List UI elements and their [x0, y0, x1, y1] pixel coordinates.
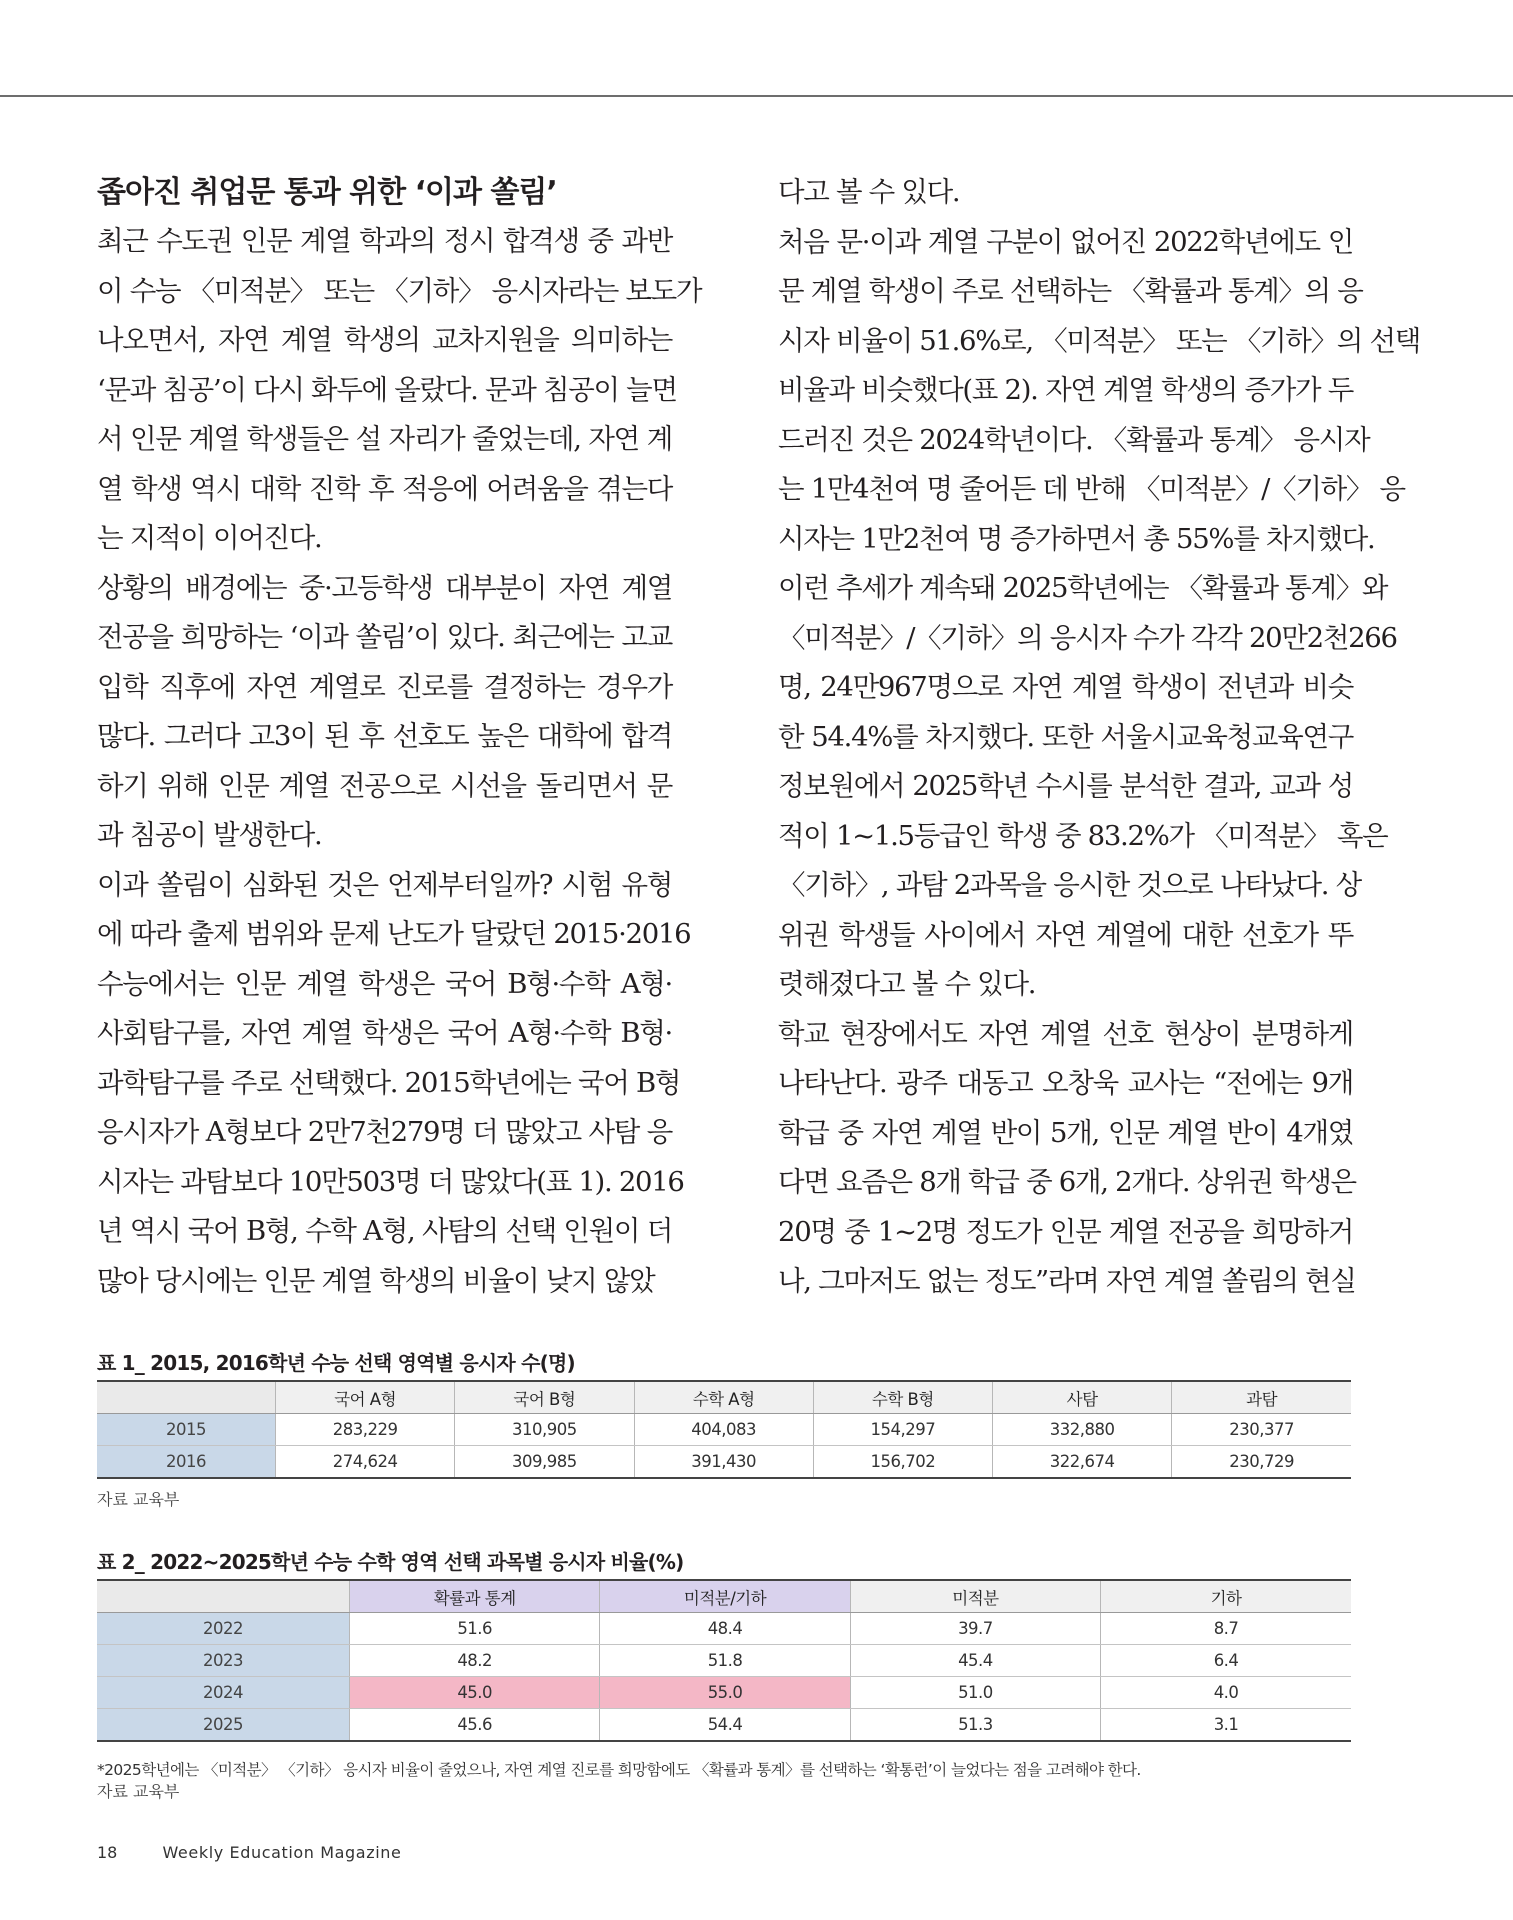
magazine-name: Weekly Education Magazine	[162, 1843, 402, 1862]
article-line: 20명 중 1~2명 정도가 인문 계열 전공을 희망하거	[778, 1215, 1353, 1248]
article-line: 문 계열 학생이 주로 선택하는 〈확률과 통계〉의 응	[778, 275, 1363, 307]
article-right-column	[778, 168, 1420, 1307]
article-line: 나타난다. 광주 대동고 오창욱 교사는 “전에는 9개	[778, 1067, 1353, 1099]
article-line: 전공을 희망하는 ‘이과 쏠림’이 있다. 최근에는 고교	[97, 621, 672, 653]
table2-col-header: 미적분/기하	[600, 1580, 850, 1613]
table2-footnote: *2025학년에는 〈미적분〉 〈기하〉 응시자 비율이 줄었으나, 자연 계열 진로를 희망함에도 〈확률과 통계〉를 선택하는 ‘확통런’이 늘었다는 점을 고려해야 한다.	[97, 1761, 1141, 1779]
table2-col-header: 기하	[1101, 1580, 1351, 1613]
table-cell: 391,430	[634, 1446, 813, 1479]
table-cell: 48.2	[350, 1645, 600, 1677]
table-cell: 3.1	[1101, 1709, 1351, 1742]
table2-title: 표 2_ 2022~2025학년 수능 수학 영역 선택 과목별 응시자 비율(%)	[97, 1550, 684, 1574]
article-line: 적이 1~1.5등급인 학생 중 83.2%가 〈미적분〉 혹은	[778, 819, 1388, 852]
table-cell: 39.7	[850, 1613, 1100, 1645]
table-cell: 6.4	[1101, 1645, 1351, 1677]
article-line: 최근 수도권 인문 계열 학과의 정시 합격생 중 과반	[97, 225, 672, 257]
table-cell: 154,297	[813, 1414, 992, 1446]
article-line: 열 학생 역시 대학 진학 후 적응에 어려움을 겪는다	[97, 472, 672, 505]
row-year: 2024	[97, 1677, 350, 1709]
page-number: 18	[97, 1843, 118, 1862]
article-line: 정보원에서 2025학년 수시를 분석한 결과, 교과 성	[778, 770, 1353, 802]
article-line: 학교 현장에서도 자연 계열 선호 현상이 분명하게	[778, 1017, 1353, 1050]
table1-header-row	[97, 1381, 1351, 1414]
article-line: 이과 쏠림이 심화된 것은 언제부터일까? 시험 유형	[97, 868, 672, 901]
table-row	[97, 1613, 1351, 1645]
table1-col-header: 수학 A형	[634, 1381, 813, 1414]
article-line: 많아 당시에는 인문 계열 학생의 비율이 낮지 않았	[97, 1264, 655, 1297]
table-row	[97, 1645, 1351, 1677]
table-cell: 8.7	[1101, 1613, 1351, 1645]
article-line: 명, 24만967명으로 자연 계열 학생이 전년과 비슷	[778, 671, 1353, 703]
article-line: 서 인문 계열 학생들은 설 자리가 줄었는데, 자연 계	[97, 423, 672, 455]
table-cell: 51.8	[600, 1645, 850, 1677]
section-heading: 좁아진 취업문 통과 위한 ‘이과 쏠림’	[97, 175, 557, 210]
table-cell: 274,624	[276, 1446, 455, 1479]
table-cell: 310,905	[455, 1414, 634, 1446]
table-row	[97, 1677, 1351, 1709]
table1-source: 자료 교육부	[97, 1490, 180, 1509]
table-cell: 283,229	[276, 1414, 455, 1446]
table-cell: 51.0	[850, 1677, 1100, 1709]
table-cell: 332,880	[993, 1414, 1172, 1446]
table-row	[97, 1709, 1351, 1742]
table2-col-header: 미적분	[850, 1580, 1100, 1613]
article-line: 이 수능 〈미적분〉 또는 〈기하〉 응시자라는 보도가	[97, 274, 702, 307]
row-year: 2016	[97, 1446, 276, 1479]
article-line: 나오면서, 자연 계열 학생의 교차지원을 의미하는	[97, 324, 672, 356]
table-cell: 156,702	[813, 1446, 992, 1479]
table-cell: 51.3	[850, 1709, 1100, 1742]
article-line: 하기 위해 인문 계열 전공으로 시선을 돌리면서 문	[97, 769, 672, 802]
article-left-column	[97, 168, 702, 1306]
article-line: 학급 중 자연 계열 반이 5개, 인문 계열 반이 4개였	[778, 1116, 1353, 1149]
table-cell: 230,729	[1172, 1446, 1351, 1479]
row-year: 2022	[97, 1613, 350, 1645]
table2	[97, 1579, 1351, 1742]
table-row	[97, 1446, 1351, 1479]
article-line: 한 54.4%를 차지했다. 또한 서울시교육청교육연구	[778, 720, 1353, 753]
table-cell: 48.4	[600, 1613, 850, 1645]
article-line: 나, 그마저도 없는 정도”라며 자연 계열 쏠림의 현실	[778, 1265, 1356, 1297]
table-cell: 322,674	[993, 1446, 1172, 1479]
table2-col-header: 확률과 통계	[350, 1580, 600, 1613]
table-cell: 51.6	[350, 1613, 600, 1645]
row-year: 2025	[97, 1709, 350, 1742]
article-line: 비율과 비슷했다(표 2). 자연 계열 학생의 증가가 두	[778, 374, 1353, 406]
table-row	[97, 1414, 1351, 1446]
table1	[97, 1380, 1351, 1479]
table1-col-header: 과탐	[1172, 1381, 1351, 1414]
article-line: 렷해졌다고 볼 수 있다.	[778, 968, 1036, 1000]
highlighted-cell: 55.0	[600, 1677, 850, 1709]
article-line: 년 역시 국어 B형, 수학 A형, 사탐의 선택 인원이 더	[97, 1215, 672, 1247]
article-line: 수능에서는 인문 계열 학생은 국어 B형·수학 A형·	[97, 967, 672, 1000]
article-line: 〈기하〉, 과탐 2과목을 응시한 것으로 나타났다. 상	[778, 869, 1361, 901]
row-year: 2015	[97, 1414, 276, 1446]
article-line: 시자는 1만2천여 명 증가하면서 총 55%를 차지했다.	[778, 522, 1375, 555]
table-cell: 230,377	[1172, 1414, 1351, 1446]
table-cell: 45.6	[350, 1709, 600, 1742]
article-line: 응시자가 A형보다 2만7천279명 더 많았고 사탐 응	[97, 1116, 672, 1148]
table1-col-header: 국어 B형	[455, 1381, 634, 1414]
article-line: 위권 학생들 사이에서 자연 계열에 대한 선호가 뚜	[778, 918, 1353, 951]
article-line: 많다. 그러다 고3이 된 후 선호도 높은 대학에 합격	[97, 720, 672, 752]
table2-corner-cell	[97, 1580, 350, 1613]
article-line: 시자 비율이 51.6%로, 〈미적분〉 또는 〈기하〉의 선택	[778, 324, 1420, 357]
right-body-text	[778, 168, 1420, 1307]
table1-col-header: 국어 A형	[276, 1381, 455, 1414]
table-cell: 309,985	[455, 1446, 634, 1479]
table2-source: 자료 교육부	[97, 1782, 180, 1801]
table2-header-row	[97, 1580, 1351, 1613]
highlighted-cell: 45.0	[350, 1677, 600, 1709]
article-line: ‘문과 침공’이 다시 화두에 올랐다. 문과 침공이 늘면	[97, 373, 677, 406]
article-line: 는 1만4천여 명 줄어든 데 반해 〈미적분〉/〈기하〉 응	[778, 473, 1405, 505]
table1-col-header: 사탐	[993, 1381, 1172, 1414]
table1-col-header: 수학 B형	[813, 1381, 992, 1414]
article-line: 과 침공이 발생한다.	[97, 819, 322, 851]
table-cell: 4.0	[1101, 1677, 1351, 1709]
table-cell: 404,083	[634, 1414, 813, 1446]
article-line: 사회탐구를, 자연 계열 학생은 국어 A형·수학 B형·	[97, 1017, 672, 1049]
article-line: 처음 문·이과 계열 구분이 없어진 2022학년에도 인	[778, 225, 1353, 258]
left-body-text	[97, 217, 702, 1306]
article-line: 다면 요즘은 8개 학급 중 6개, 2개다. 상위권 학생은	[778, 1166, 1356, 1198]
article-line: 는 지적이 이어진다.	[97, 522, 322, 554]
table1-corner-cell	[97, 1381, 276, 1414]
article-line: 〈미적분〉/〈기하〉의 응시자 수가 각각 20만2천266	[778, 621, 1397, 654]
article-line: 입학 직후에 자연 계열로 진로를 결정하는 경우가	[97, 670, 672, 703]
article-line: 다고 볼 수 있다.	[778, 176, 960, 208]
table-cell: 45.4	[850, 1645, 1100, 1677]
article-line: 에 따라 출제 범위와 문제 난도가 달랐던 2015·2016	[97, 918, 691, 950]
article-line: 이런 추세가 계속돼 2025학년에는 〈확률과 통계〉와	[778, 572, 1388, 604]
article-line: 과학탐구를 주로 선택했다. 2015학년에는 국어 B형	[97, 1066, 681, 1099]
article-line: 드러진 것은 2024학년이다. 〈확률과 통계〉 응시자	[778, 423, 1370, 456]
table-cell: 54.4	[600, 1709, 850, 1742]
row-year: 2023	[97, 1645, 350, 1677]
top-divider	[0, 95, 1513, 97]
article-line: 시자는 과탐보다 10만503명 더 많았다(표 1). 2016	[97, 1165, 684, 1198]
page-footer	[97, 1843, 401, 1862]
table1-title: 표 1_ 2015, 2016학년 수능 선택 영역별 응시자 수(명)	[97, 1351, 575, 1375]
article-line: 상황의 배경에는 중·고등학생 대부분이 자연 계열	[97, 571, 672, 604]
